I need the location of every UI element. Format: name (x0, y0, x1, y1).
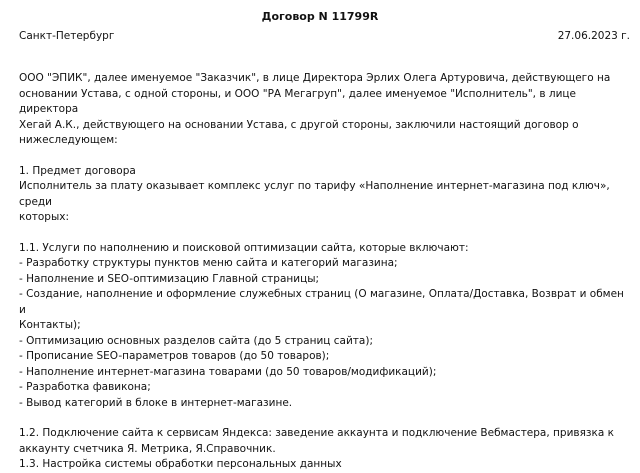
clause-heading: 1.1. Услуги по наполнению и поисковой оптимизации сайта, которые включают: (19, 241, 469, 254)
contract-city: Санкт-Петербург (19, 30, 115, 42)
clause-text-line: 1.3. Настройка системы обработки персональных данных (19, 458, 342, 470)
contract-date: 27.06.2023 г. (557, 30, 630, 42)
clause-text-line: аккаунту счетчика Я. Метрика, Я.Справочник. (19, 442, 276, 455)
section-heading: 1. Предмет договора (19, 164, 136, 177)
contract-title: Договор N 11799R (261, 10, 379, 23)
section-intro-line: Исполнитель за плату оказывает комплекс услуг по тарифу «Наполнение интернет-магазина под ключ», среди (19, 180, 610, 208)
clause-list-item: - Наполнение и SEO-оптимизацию Главной страницы; (19, 272, 320, 285)
preamble-line: Хегай А.К., действующего на основании Устава, с другой стороны, заключили настоящий договор о (19, 118, 579, 131)
contract-body (19, 71, 624, 473)
clause-text-line: 1.2. Подключение сайта к сервисам Яндекса: заведение аккаунта и подключение Вебмастера, привязка к (19, 427, 614, 439)
paragraph-spacer (19, 226, 624, 241)
clause-list-item: Контакты); (19, 319, 81, 331)
clause-list-item: - Создание, наполнение и оформление служебных страниц (О магазине, Оплата/Доставка, Возврат и обмен и (19, 288, 624, 316)
preamble-line: основании Устава, с одной стороны, и ООО "РА Мегагруп", далее именуемое "Исполнитель", в лице директора (19, 87, 577, 115)
preamble-line: ООО "ЭПИК", далее именуемое "Заказчик", в лице Директора Эрлих Олега Артуровича, действующего на (19, 72, 611, 84)
clause-list-item: - Наполнение интернет-магазина товарами (до 50 товаров/модификаций); (19, 365, 437, 378)
section-intro-line: которых: (19, 211, 70, 223)
clause-list-item: - Вывод категорий в блоке в интернет-магазине. (19, 396, 293, 409)
paragraph-spacer (19, 411, 624, 426)
clause-list-item: - Оптимизацию основных разделов сайта (до 5 страниц сайта); (19, 334, 373, 347)
clause-list-item: - Разработка фавикона; (19, 381, 151, 393)
clause-list-item: - Разработку структуры пунктов меню сайта и категорий магазина; (19, 257, 398, 269)
preamble-line: нижеследующем: (19, 134, 118, 146)
paragraph-spacer (19, 149, 624, 164)
clause-list-item: - Прописание SEO-параметров товаров (до 50 товаров); (19, 350, 330, 362)
